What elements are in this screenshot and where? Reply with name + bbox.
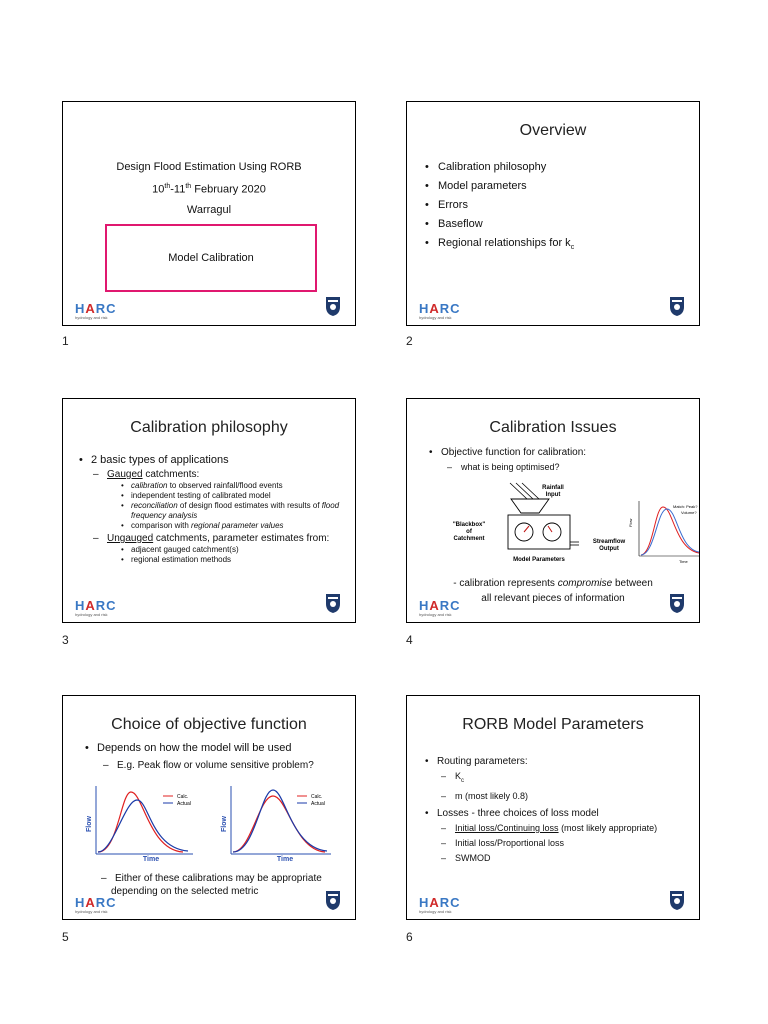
slide-4-title: Calibration Issues [489,419,617,436]
svg-text:Actual: Actual [177,801,191,807]
harc-logo: HARC hydrology and risk [419,301,461,320]
rainfall-label: Input [545,492,561,498]
gauged-item: • comparison with regional parameter values [121,521,347,531]
slide-4 [406,398,700,623]
harc-logo: HARC hydrology and risk [75,301,117,320]
slide-number-5: 5 [62,930,69,944]
loss-model-item: – SWMOD [441,851,657,866]
list-item: • Baseflow [425,215,574,234]
workshop-title: Design Flood Estimation Using RORB [116,161,302,173]
peak-volume-item: – E.g. Peak flow or volume sensitive problem? [103,760,314,771]
university-crest-icon [665,295,689,319]
slide-5-title: Choice of objective function [111,716,307,733]
gauged-item: • independent testing of calibrated model [121,491,347,501]
list-item: • Errors [425,196,574,215]
slide-3-body [79,453,347,565]
depends-bullet: • Depends on how the model will be used [85,742,292,754]
either-note: – Either of these calibrations may be appropriate depending on the selected metric [101,872,322,898]
gauged-item: • reconciliation of design flood estimates with results of flood frequency analysis [121,501,347,521]
rainfall-arrows-icon [510,483,539,499]
svg-text:Flow: Flow [221,816,228,832]
svg-text:Catchment: Catchment [453,536,485,542]
rainfall-label: Rainfall [542,485,564,491]
overview-list [425,158,574,257]
svg-text:Flow: Flow [628,518,633,527]
calibration-diagram [407,479,700,569]
slide-1 [62,101,356,326]
slide-1-title [63,157,355,220]
compromise-note: - calibration represents compromise between all relevant pieces of information [453,578,653,604]
slide-6-title: RORB Model Parameters [462,716,644,733]
parameters-body [425,754,657,866]
university-crest-icon [321,889,345,913]
svg-text:Streamflow: Streamflow [592,539,626,545]
loss-model-item: – Initial loss/Continuing loss (most likely appropriate) [441,821,657,836]
university-crest-icon [321,592,345,616]
svg-text:Calc.: Calc. [311,794,323,800]
svg-text:Volume?: Volume? [681,510,697,515]
svg-text:of: of [466,529,472,535]
svg-text:"Blackbox": "Blackbox" [452,522,486,528]
slide-number-6: 6 [406,930,413,944]
university-crest-icon [321,295,345,319]
routing-bullet: • Routing parameters: [425,756,528,767]
m-item: – m (most likely 0.8) [441,789,657,804]
ungauged-item: • adjacent gauged catchment(s) [121,545,347,555]
harc-logo: HARC hydrology and risk [419,895,461,914]
slide-number-2: 2 [406,334,413,348]
workshop-date: 10th-11th February 2020 [152,183,266,196]
hydrograph-right [221,786,331,862]
slide-number-4: 4 [406,633,413,647]
harc-logo: HARC hydrology and risk [75,895,117,914]
optimised-item: – what is being optimised? [447,462,560,472]
harc-logo: HARC hydrology and risk [75,598,117,617]
slide-2 [406,101,700,326]
list-item: • Model parameters [425,177,574,196]
svg-text:Output: Output [599,546,619,552]
loss-model-item: – Initial loss/Proportional loss [441,836,657,851]
slide-6 [406,695,700,920]
slide-3-title: Calibration philosophy [130,419,288,436]
list-item: • Calibration philosophy [425,158,574,177]
svg-text:Time: Time [142,856,160,862]
workshop-location: Warragul [186,203,232,216]
kc-item: – $K_c$ [441,769,657,789]
calibration-comparison-charts [63,782,356,862]
model-calibration-box [105,224,317,292]
svg-text:Match: Peak?: Match: Peak? [673,504,698,509]
svg-text:Actual: Actual [311,801,325,807]
input-hopper [511,499,549,513]
slide-number-1: 1 [62,334,69,348]
svg-text:Calc.: Calc. [177,794,189,800]
ungauged-item: • regional estimation methods [121,555,347,565]
university-crest-icon [665,889,689,913]
svg-text:Model Parameters: Model Parameters [513,557,565,563]
gauged-item: • calibration to observed rainfall/flood events [121,481,347,491]
slide-2-title: Overview [519,122,587,139]
slide-5 [62,695,356,920]
svg-text:Flow: Flow [86,816,93,832]
types-bullet: • 2 basic types of applications [79,454,229,466]
losses-bullet: • Losses - three choices of loss model [425,807,599,819]
hydrograph-left [86,786,193,862]
slide-number-3: 3 [62,633,69,647]
harc-logo: HARC hydrology and risk [419,598,461,617]
university-crest-icon [665,592,689,616]
svg-text:Time: Time [276,856,294,862]
box-label: Model Calibration [168,252,254,264]
list-item: • Regional relationships for $k_c$ [425,234,574,257]
slide-3 [62,398,356,623]
objective-bullet: • Objective function for calibration: [429,447,587,458]
svg-text:Time: Time [679,559,688,564]
ungauged-heading: – Ungauged catchments, parameter estimates from: [93,532,347,545]
gauged-heading: – Gauged catchments: [93,468,347,481]
